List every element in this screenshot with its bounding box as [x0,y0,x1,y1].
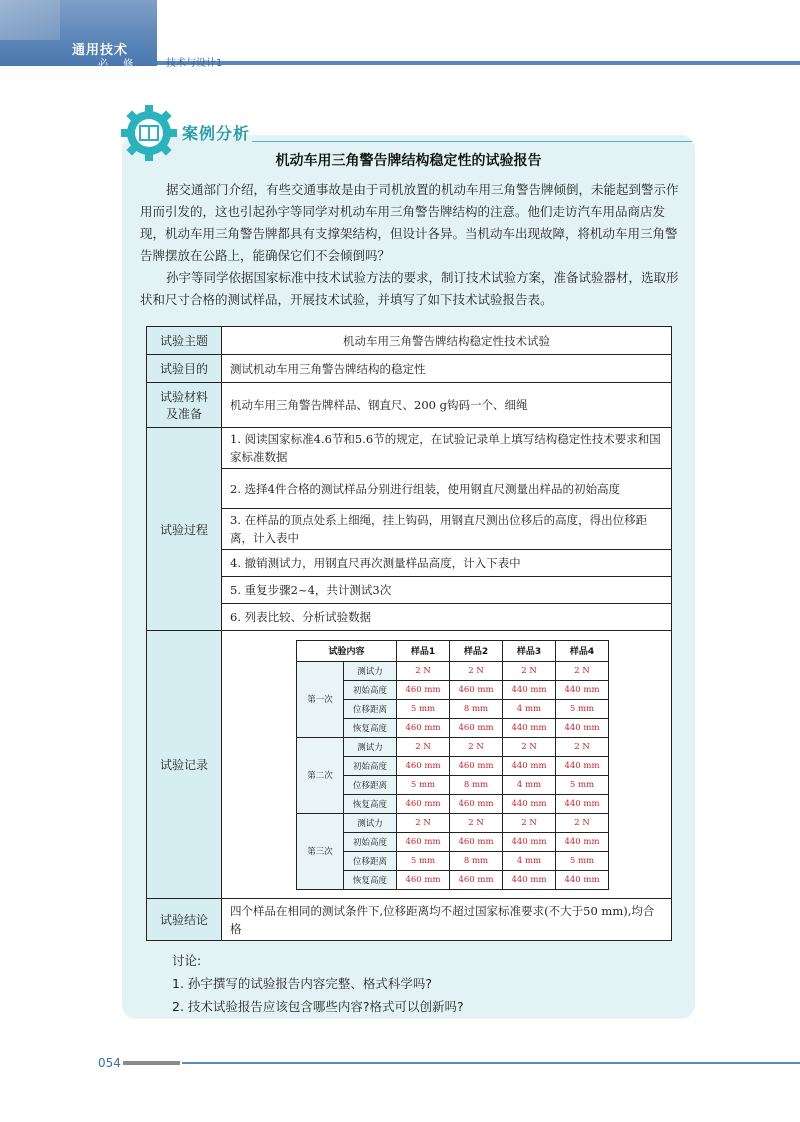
record-value: 8 mm [450,851,503,870]
book-title: 技术与设计1 [166,58,223,69]
record-value: 440 mm [556,756,609,775]
record-value: 4 mm [503,851,556,870]
record-value: 8 mm [450,775,503,794]
header-rule [157,61,800,65]
record-row [297,851,609,870]
record-value: 460 mm [450,870,503,889]
page-number: 054 [98,1056,121,1070]
record-value: 440 mm [556,832,609,851]
record-item: 测试力 [344,737,397,756]
record-value: 460 mm [397,794,450,813]
process-step: 2. 选择4件合格的测试样品分别进行组装，使用钢直尺测量出样品的初始高度 [222,469,672,509]
case-label: 案例分析 [182,124,251,143]
record-value: 2 N [397,813,450,832]
record-header: 样品1 [397,640,450,661]
record-value: 440 mm [503,794,556,813]
record-row [297,680,609,699]
record-header: 样品4 [556,640,609,661]
topic-value: 机动车用三角警告牌结构稳定性技术试验 [222,327,672,355]
process-label: 试验过程 [147,428,222,631]
record-item: 位移距离 [344,851,397,870]
record-header: 样品2 [450,640,503,661]
record-row [297,775,609,794]
discussion-title: 讨论: [172,953,202,968]
record-value: 2 N [503,737,556,756]
record-row [297,737,609,756]
record-row [297,794,609,813]
record-value: 4 mm [503,699,556,718]
record-value: 2 N [450,661,503,680]
process-step: 3. 在样品的顶点处系上细绳，挂上钩码，用钢直尺测出位移后的高度，得出位移距离，计入表中 [222,509,672,550]
record-value: 2 N [397,737,450,756]
record-item: 位移距离 [344,775,397,794]
record-value: 440 mm [503,870,556,889]
discussion-question: 1. 孙宇撰写的试验报告内容完整、格式科学吗? [172,976,433,991]
record-value: 2 N [450,737,503,756]
conclusion-label: 试验结论 [147,899,222,941]
record-item: 测试力 [344,661,397,680]
record-cell [222,631,672,899]
process-step: 5. 重复步骤2~4，共计测试3次 [222,577,672,604]
process-step: 4. 撤销测试力，用钢直尺再次测量样品高度，计入下表中 [222,550,672,577]
record-value: 8 mm [450,699,503,718]
record-value: 2 N [556,737,609,756]
record-value: 5 mm [556,699,609,718]
record-value: 440 mm [556,680,609,699]
record-value: 5 mm [397,851,450,870]
report-title: 机动车用三角警告牌结构稳定性的试验报告 [275,153,542,169]
record-item: 初始高度 [344,832,397,851]
record-value: 2 N [503,661,556,680]
record-round: 第三次 [297,813,344,889]
topic-label: 试验主题 [147,327,222,355]
record-value: 460 mm [450,832,503,851]
record-row [297,756,609,775]
record-value: 460 mm [397,870,450,889]
record-row [297,832,609,851]
intro-paragraph-1: 据交通部门介绍，有些交通事故是由于司机放置的机动车用三角警告牌倾倒，未能起到警示作用而引发的，这也引起孙宇等同学对机动车用三角警告牌结构的注意。他们走访汽车用品商店发现，机动车用三角警告牌都具有支撑架结构，但设计各异。当机动车出现故障，将机动车用三角警告牌摆放在公路上，能确保它们不会倾倒吗？ [140,182,679,263]
record-value: 460 mm [397,718,450,737]
record-value: 440 mm [556,870,609,889]
report-table [146,326,672,941]
discussion-question: 2. 技术试验报告应该包含哪些内容?格式可以创新吗? [172,999,464,1014]
record-header: 样品3 [503,640,556,661]
record-row [297,661,609,680]
record-header: 试验内容 [297,640,397,661]
footer-bar [123,1061,180,1065]
record-label: 试验记录 [147,631,222,899]
record-item: 恢复高度 [344,870,397,889]
series-subtitle: 必 修 [98,59,140,70]
record-value: 460 mm [397,832,450,851]
record-value: 460 mm [450,680,503,699]
record-value: 5 mm [556,851,609,870]
conclusion-value: 四个样品在相同的测试条件下,位移距离均不超过国家标准要求(不大于50 mm),均合格 [222,899,672,941]
record-value: 460 mm [397,756,450,775]
record-value: 5 mm [397,775,450,794]
record-item: 恢复高度 [344,794,397,813]
record-table [296,640,609,890]
footer-rule [182,1062,800,1064]
record-row [297,699,609,718]
record-item: 恢复高度 [344,718,397,737]
record-row [297,718,609,737]
purpose-value: 测试机动车用三角警告牌结构的稳定性 [222,355,672,383]
banner-decoration [0,0,60,40]
record-value: 440 mm [503,756,556,775]
record-item: 初始高度 [344,756,397,775]
materials-value: 机动车用三角警告牌样品、钢直尺、200 g钩码一个、细绳 [222,383,672,428]
purpose-label: 试验目的 [147,355,222,383]
process-step: 1. 阅读国家标准4.6节和5.6节的规定，在试验记录单上填写结构稳定性技术要求和国家标准数据 [222,428,672,469]
record-value: 5 mm [556,775,609,794]
record-value: 460 mm [450,756,503,775]
record-value: 4 mm [503,775,556,794]
record-value: 440 mm [503,680,556,699]
record-item: 位移距离 [344,699,397,718]
record-round: 第一次 [297,661,344,737]
record-value: 2 N [450,813,503,832]
record-round: 第二次 [297,737,344,813]
record-value: 440 mm [556,718,609,737]
record-value: 460 mm [450,794,503,813]
record-item: 初始高度 [344,680,397,699]
materials-label: 试验材料 及准备 [147,383,222,428]
record-value: 2 N [397,661,450,680]
record-value: 2 N [556,661,609,680]
record-value: 440 mm [503,718,556,737]
record-row [297,813,609,832]
record-item: 测试力 [344,813,397,832]
record-value: 5 mm [397,699,450,718]
process-step: 6. 列表比较、分析试验数据 [222,604,672,631]
record-row [297,870,609,889]
intro-paragraph-2: 孙宇等同学依据国家标准中技术试验方法的要求，制订技术试验方案，准备试验器材，选取形状和尺寸合格的测试样品，开展技术试验，并填写了如下技术试验报告表。 [140,270,679,307]
record-value: 440 mm [503,832,556,851]
record-value: 2 N [556,813,609,832]
case-rule [252,141,692,142]
record-value: 2 N [503,813,556,832]
record-value: 460 mm [397,680,450,699]
record-value: 440 mm [556,794,609,813]
series-title: 通用技术 [72,43,129,58]
record-value: 460 mm [450,718,503,737]
